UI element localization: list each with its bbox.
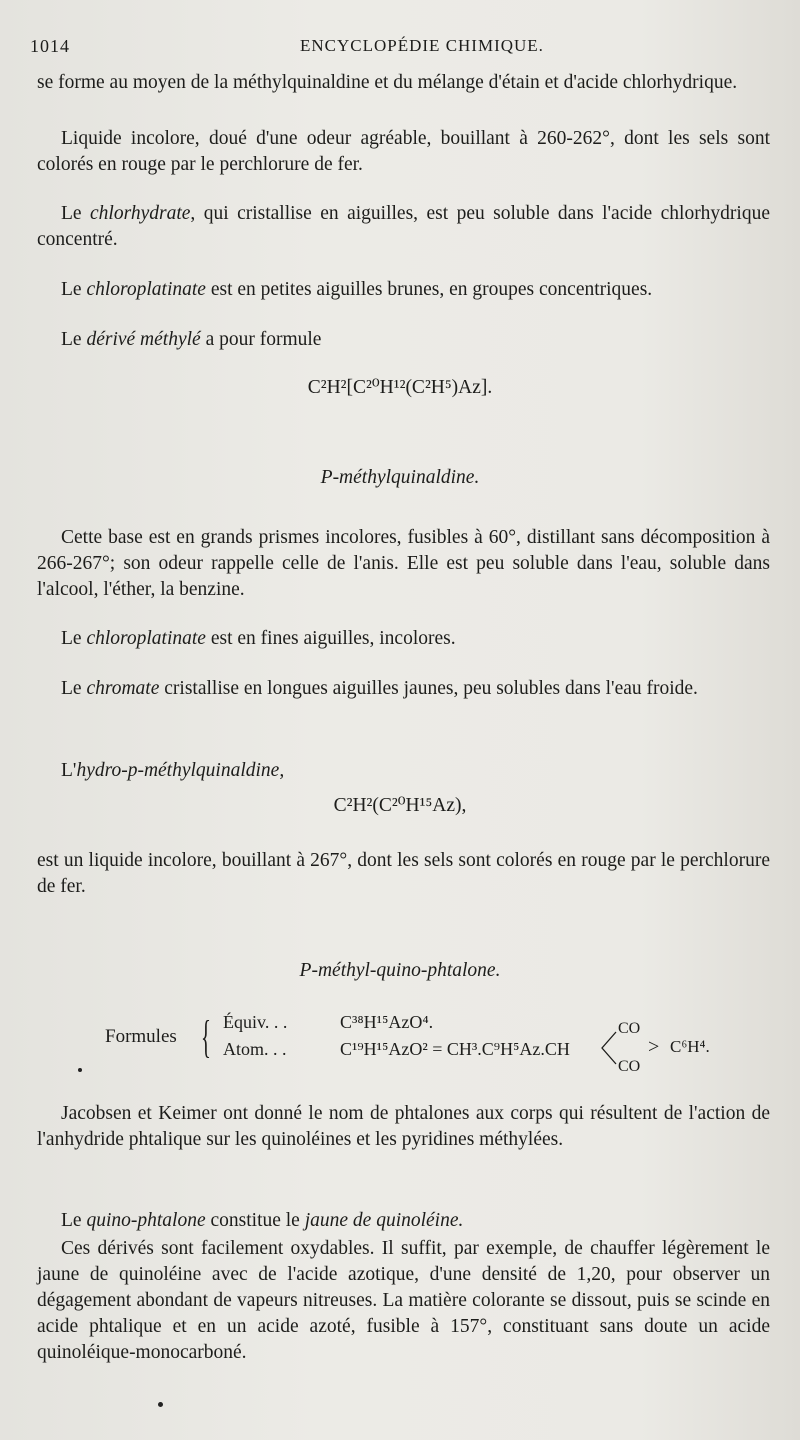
equiv-formula: C³⁸H¹⁵AzO⁴.	[340, 1012, 434, 1032]
co-close: >	[648, 1036, 660, 1058]
ink-speck	[158, 1402, 163, 1407]
paragraph-13: Ces dérivés sont facilement oxydables. Il suffit, par exemple, de chauffer légèrement le jaune de quinoléine avec de l'acide azotique, d'une densité de 1,20, pour observer un dégagement abondant de vapeurs nitreuses. La matière colorante se dissout, puis se scinde en acide phtalique et en un acide azoté, fusible à 157°, constituant sans doute un acide quinoléique-monocarboné.	[37, 1238, 770, 1363]
paragraph-6: Cette base est en grands prismes incolores, fusibles à 60°, distillant sans décomposition à 266-267°; son odeur rappelle celle de l'anis. Elle est peu soluble dans l'eau, soluble dans l'alcool, l'éther, la benzine.	[37, 527, 770, 600]
page-header	[30, 36, 760, 60]
formula-derive-methyle: C²H²[C²⁰H¹²(C²H⁵)Az].	[307, 377, 493, 398]
section-heading-quino-phtalone: P-méthyl-quino-phtalone.	[299, 960, 501, 981]
term-quino-phtalone: quino-phtalone	[86, 1210, 206, 1231]
co-top: CO	[618, 1020, 641, 1037]
paragraph-10: est un liquide incolore, bouillant à 267°, dont les sels sont colorés en rouge par le perchlorure de fer.	[37, 850, 770, 897]
term-chromate: chromate	[86, 678, 160, 699]
co-bottom: CO	[618, 1058, 641, 1075]
paragraph-3: Le chlorhydrate, qui cristallise en aiguilles, est peu soluble dans l'acide chlorhydrique concentré.	[37, 203, 770, 250]
section-heading-p-methylquinaldine: P-méthylquinaldine.	[320, 467, 480, 488]
paragraph-1: se forme au moyen de la méthylquinaldine et du mélange d'étain et d'acide chlorhydrique.	[37, 72, 738, 93]
paragraph-12: Le quino-phtalone constitue le jaune de quinoléine.	[61, 1210, 464, 1231]
paragraph-9: L'hydro-p-méthylquinaldine,	[61, 760, 285, 781]
term-chlorhydrate: chlorhydrate	[90, 203, 191, 224]
atom-label: Atom. . .	[223, 1039, 287, 1059]
term-chloroplatinate: chloroplatinate	[86, 628, 206, 649]
paragraph-8: Le chromate cristallise en longues aiguilles jaunes, peu solubles dans l'eau froide.	[61, 678, 698, 699]
paragraph-2: Liquide incolore, doué d'une odeur agréable, bouillant à 260-262°, dont les sels sont colorés en rouge par le perchlorure de fer.	[37, 128, 770, 175]
co-tail: C⁶H⁴.	[670, 1037, 710, 1056]
paragraph-4: Le chloroplatinate est en petites aiguilles brunes, en groupes concentriques.	[61, 279, 653, 300]
ink-speck	[78, 1068, 82, 1072]
co-group	[598, 1020, 718, 1080]
paragraph-7: Le chloroplatinate est en fines aiguilles, incolores.	[61, 628, 456, 649]
paragraph-11: Jacobsen et Keimer ont donné le nom de phtalones aux corps qui résultent de l'action de l'anhydride phtalique sur les quinoléines et les pyridines méthylées.	[37, 1103, 770, 1150]
paragraph-5: Le dérivé méthylé a pour formule	[61, 329, 322, 350]
angle-bracket-icon	[598, 1028, 620, 1068]
page-number: 1014	[30, 36, 70, 56]
running-title: ENCYCLOPÉDIE CHIMIQUE.	[300, 36, 544, 55]
term-chloroplatinate: chloroplatinate	[86, 279, 206, 300]
formules-block	[105, 1011, 765, 1075]
term-jaune-de-quinoleine: jaune de quinoléine.	[304, 1210, 464, 1231]
brace-icon: {	[201, 1011, 211, 1062]
formules-label: Formules	[105, 1026, 177, 1047]
equiv-label: Équiv. . .	[223, 1012, 288, 1032]
formula-hydro: C²H²(C²⁰H¹⁵Az),	[333, 795, 467, 816]
atom-formula: C¹⁹H¹⁵AzO² = CH³.C⁹H⁵Az.CH	[340, 1039, 570, 1059]
term-hydro-p-methylquinaldine: hydro-p-méthylquinaldine,	[76, 760, 285, 781]
term-derive-methyle: dérivé méthylé	[86, 329, 201, 350]
